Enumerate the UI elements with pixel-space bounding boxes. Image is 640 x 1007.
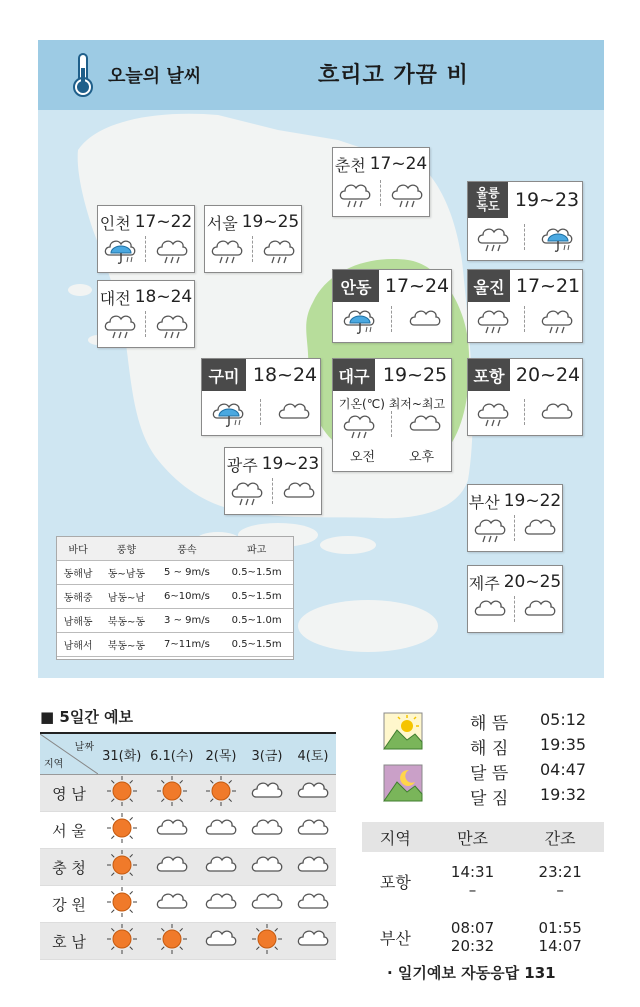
sunset-time: 19:35 bbox=[540, 735, 587, 754]
city-name: 광주 bbox=[226, 455, 258, 475]
day-header: 31(화) bbox=[98, 733, 146, 775]
city-name: 서울 bbox=[206, 213, 238, 233]
city-badge: 안동 bbox=[333, 270, 379, 302]
auto-response-note: · 일기예보 자동응답 131 bbox=[387, 964, 556, 982]
tide-table bbox=[362, 822, 604, 964]
table-row: 동해남 동~남동 5 ~ 9m/s 0.5~1.5m bbox=[57, 561, 293, 585]
five-day-forecast-table bbox=[40, 732, 336, 960]
sun-icon bbox=[153, 923, 191, 955]
sun-icon bbox=[103, 923, 141, 955]
cloud-icon bbox=[294, 886, 332, 918]
table-row: 남해동 북동~동 3 ~ 9m/s 0.5~1.0m bbox=[57, 609, 293, 633]
cloud-icon bbox=[248, 886, 286, 918]
sun-icon bbox=[103, 775, 141, 807]
cloud-icon bbox=[521, 593, 559, 625]
sun-icon bbox=[103, 849, 141, 881]
day-header: 2(목) bbox=[198, 733, 244, 775]
city-box-daejeon bbox=[97, 280, 195, 348]
sun-icon bbox=[103, 812, 141, 844]
legend-am-label: 오전 bbox=[349, 450, 376, 465]
city-box-gwangju bbox=[224, 447, 322, 515]
city-temp: 19~23 bbox=[514, 189, 580, 211]
sunrise-icon bbox=[383, 712, 423, 750]
rain-cloud-icon bbox=[471, 512, 509, 544]
city-temp: 19~25 bbox=[241, 212, 300, 232]
table-row: 남해서 북동~동 7~11m/s 0.5~1.5m bbox=[57, 633, 293, 657]
city-box-daegu bbox=[332, 358, 452, 472]
sun-icon bbox=[248, 923, 286, 955]
city-temp: 17~24 bbox=[369, 154, 428, 174]
region-label: 서 울 bbox=[40, 812, 98, 849]
city-temp: 18~24 bbox=[134, 287, 193, 307]
city-box-jeju bbox=[467, 565, 563, 633]
tide-header-row: 지역 만조 간조 bbox=[362, 822, 604, 852]
city-temp: 20~25 bbox=[503, 572, 562, 592]
forecast-title: ■ 5일간 예보 bbox=[40, 708, 134, 726]
rain-cloud-icon bbox=[101, 308, 139, 340]
table-row: 부산 08:07 20:32 01:55 14:07 bbox=[379, 919, 582, 955]
city-temp: 18~24 bbox=[252, 364, 318, 386]
day-header: 6.1(수) bbox=[146, 733, 199, 775]
forecast-row bbox=[40, 886, 336, 923]
forecast-row bbox=[40, 923, 336, 960]
cloud-icon bbox=[538, 396, 576, 428]
umbrella-cloud-icon bbox=[101, 233, 139, 265]
rain-cloud-icon bbox=[228, 475, 266, 507]
city-name: 춘천 bbox=[334, 155, 366, 175]
cloud-icon bbox=[294, 775, 332, 807]
city-box-busan bbox=[467, 484, 563, 552]
city-temp: 20~24 bbox=[515, 364, 581, 386]
rain-cloud-icon bbox=[340, 408, 378, 440]
city-name: 대전 bbox=[99, 288, 131, 308]
day-header: 3(금) bbox=[244, 733, 290, 775]
region-label: 영 남 bbox=[40, 775, 98, 812]
city-name: 제주 bbox=[468, 573, 500, 593]
city-name: 인천 bbox=[99, 213, 131, 233]
cloud-icon bbox=[202, 812, 240, 844]
city-box-seoul bbox=[204, 205, 302, 273]
table-corner: 날짜 지역 bbox=[40, 734, 98, 774]
rain-cloud-icon bbox=[538, 303, 576, 335]
region-label: 강 원 bbox=[40, 886, 98, 923]
legend-temp-label: 기온(℃) 최저~최고 bbox=[338, 397, 446, 411]
city-box-ulleung bbox=[467, 181, 583, 261]
rain-cloud-icon bbox=[474, 303, 512, 335]
rain-cloud-icon bbox=[153, 233, 191, 265]
rain-cloud-icon bbox=[208, 233, 246, 265]
city-temp: 17~21 bbox=[515, 275, 581, 297]
forecast-row bbox=[40, 812, 336, 849]
moonrise-label: 달 뜸 bbox=[470, 764, 509, 784]
rain-cloud-icon bbox=[474, 396, 512, 428]
today-weather-title: 오늘의 날씨 bbox=[108, 66, 202, 87]
table-row: 동해중 남동~남 6~10m/s 0.5~1.5m bbox=[57, 585, 293, 609]
cloud-icon bbox=[248, 812, 286, 844]
city-temp: 19~25 bbox=[382, 364, 448, 386]
city-box-uljin bbox=[467, 269, 583, 343]
cloud-icon bbox=[280, 475, 318, 507]
rain-cloud-icon bbox=[336, 177, 374, 209]
map-header bbox=[38, 40, 604, 110]
table-row: 포항 14:31 – 23:21 – bbox=[379, 863, 582, 899]
cloud-icon bbox=[294, 923, 332, 955]
city-name: 부산 bbox=[468, 492, 500, 512]
city-badge: 대구 bbox=[333, 359, 375, 391]
cloud-icon bbox=[202, 849, 240, 881]
sea-conditions-table bbox=[56, 536, 294, 660]
cloud-icon bbox=[202, 923, 240, 955]
cloud-icon bbox=[153, 849, 191, 881]
moonrise-time: 04:47 bbox=[540, 760, 587, 779]
sunset-label: 해 짐 bbox=[470, 739, 509, 759]
sun-icon bbox=[153, 775, 191, 807]
cloud-icon bbox=[471, 593, 509, 625]
city-badge: 울릉 독도 bbox=[468, 182, 508, 218]
region-label: 호 남 bbox=[40, 923, 98, 960]
umbrella-cloud-icon bbox=[209, 396, 247, 428]
sun-icon bbox=[103, 886, 141, 918]
cloud-icon bbox=[406, 303, 444, 335]
cloud-icon bbox=[153, 812, 191, 844]
city-box-gumi bbox=[201, 358, 321, 436]
legend-pm-label: 오후 bbox=[408, 450, 435, 465]
forecast-row bbox=[40, 849, 336, 886]
moonset-label: 달 짐 bbox=[470, 789, 509, 809]
city-temp: 17~22 bbox=[134, 212, 193, 232]
city-box-chuncheon bbox=[332, 147, 430, 217]
city-temp: 17~24 bbox=[384, 275, 450, 297]
city-badge: 울진 bbox=[468, 270, 510, 302]
umbrella-cloud-icon bbox=[538, 221, 576, 253]
cloud-icon bbox=[202, 886, 240, 918]
rain-cloud-icon bbox=[388, 177, 426, 209]
rain-cloud-icon bbox=[153, 308, 191, 340]
sunrise-label: 해 뜸 bbox=[470, 714, 509, 734]
sea-header-row: 바다 풍향 풍속 파고 bbox=[57, 537, 293, 561]
thermometer-icon bbox=[70, 52, 96, 98]
cloud-icon bbox=[521, 512, 559, 544]
city-temp: 19~22 bbox=[503, 491, 562, 511]
forecast-header-row bbox=[40, 733, 336, 775]
cloud-icon bbox=[275, 396, 313, 428]
moonset-time: 19:32 bbox=[540, 785, 587, 804]
forecast-row bbox=[40, 775, 336, 812]
cloud-icon bbox=[406, 408, 444, 440]
city-box-andong bbox=[332, 269, 452, 343]
moon-icon bbox=[383, 764, 423, 802]
rain-cloud-icon bbox=[474, 221, 512, 253]
sun-icon bbox=[202, 775, 240, 807]
cloud-icon bbox=[294, 849, 332, 881]
city-temp: 19~23 bbox=[261, 454, 320, 474]
sunrise-time: 05:12 bbox=[540, 710, 587, 729]
city-box-incheon bbox=[97, 205, 195, 273]
region-label: 충 청 bbox=[40, 849, 98, 886]
weather-summary: 흐리고 가끔 비 bbox=[318, 63, 469, 88]
city-badge: 구미 bbox=[202, 359, 246, 391]
city-box-pohang bbox=[467, 358, 583, 436]
cloud-icon bbox=[294, 812, 332, 844]
cloud-icon bbox=[153, 886, 191, 918]
city-badge: 포항 bbox=[468, 359, 510, 391]
umbrella-cloud-icon bbox=[340, 303, 378, 335]
cloud-icon bbox=[248, 775, 286, 807]
cloud-icon bbox=[248, 849, 286, 881]
rain-cloud-icon bbox=[260, 233, 298, 265]
day-header: 4(토) bbox=[290, 733, 336, 775]
